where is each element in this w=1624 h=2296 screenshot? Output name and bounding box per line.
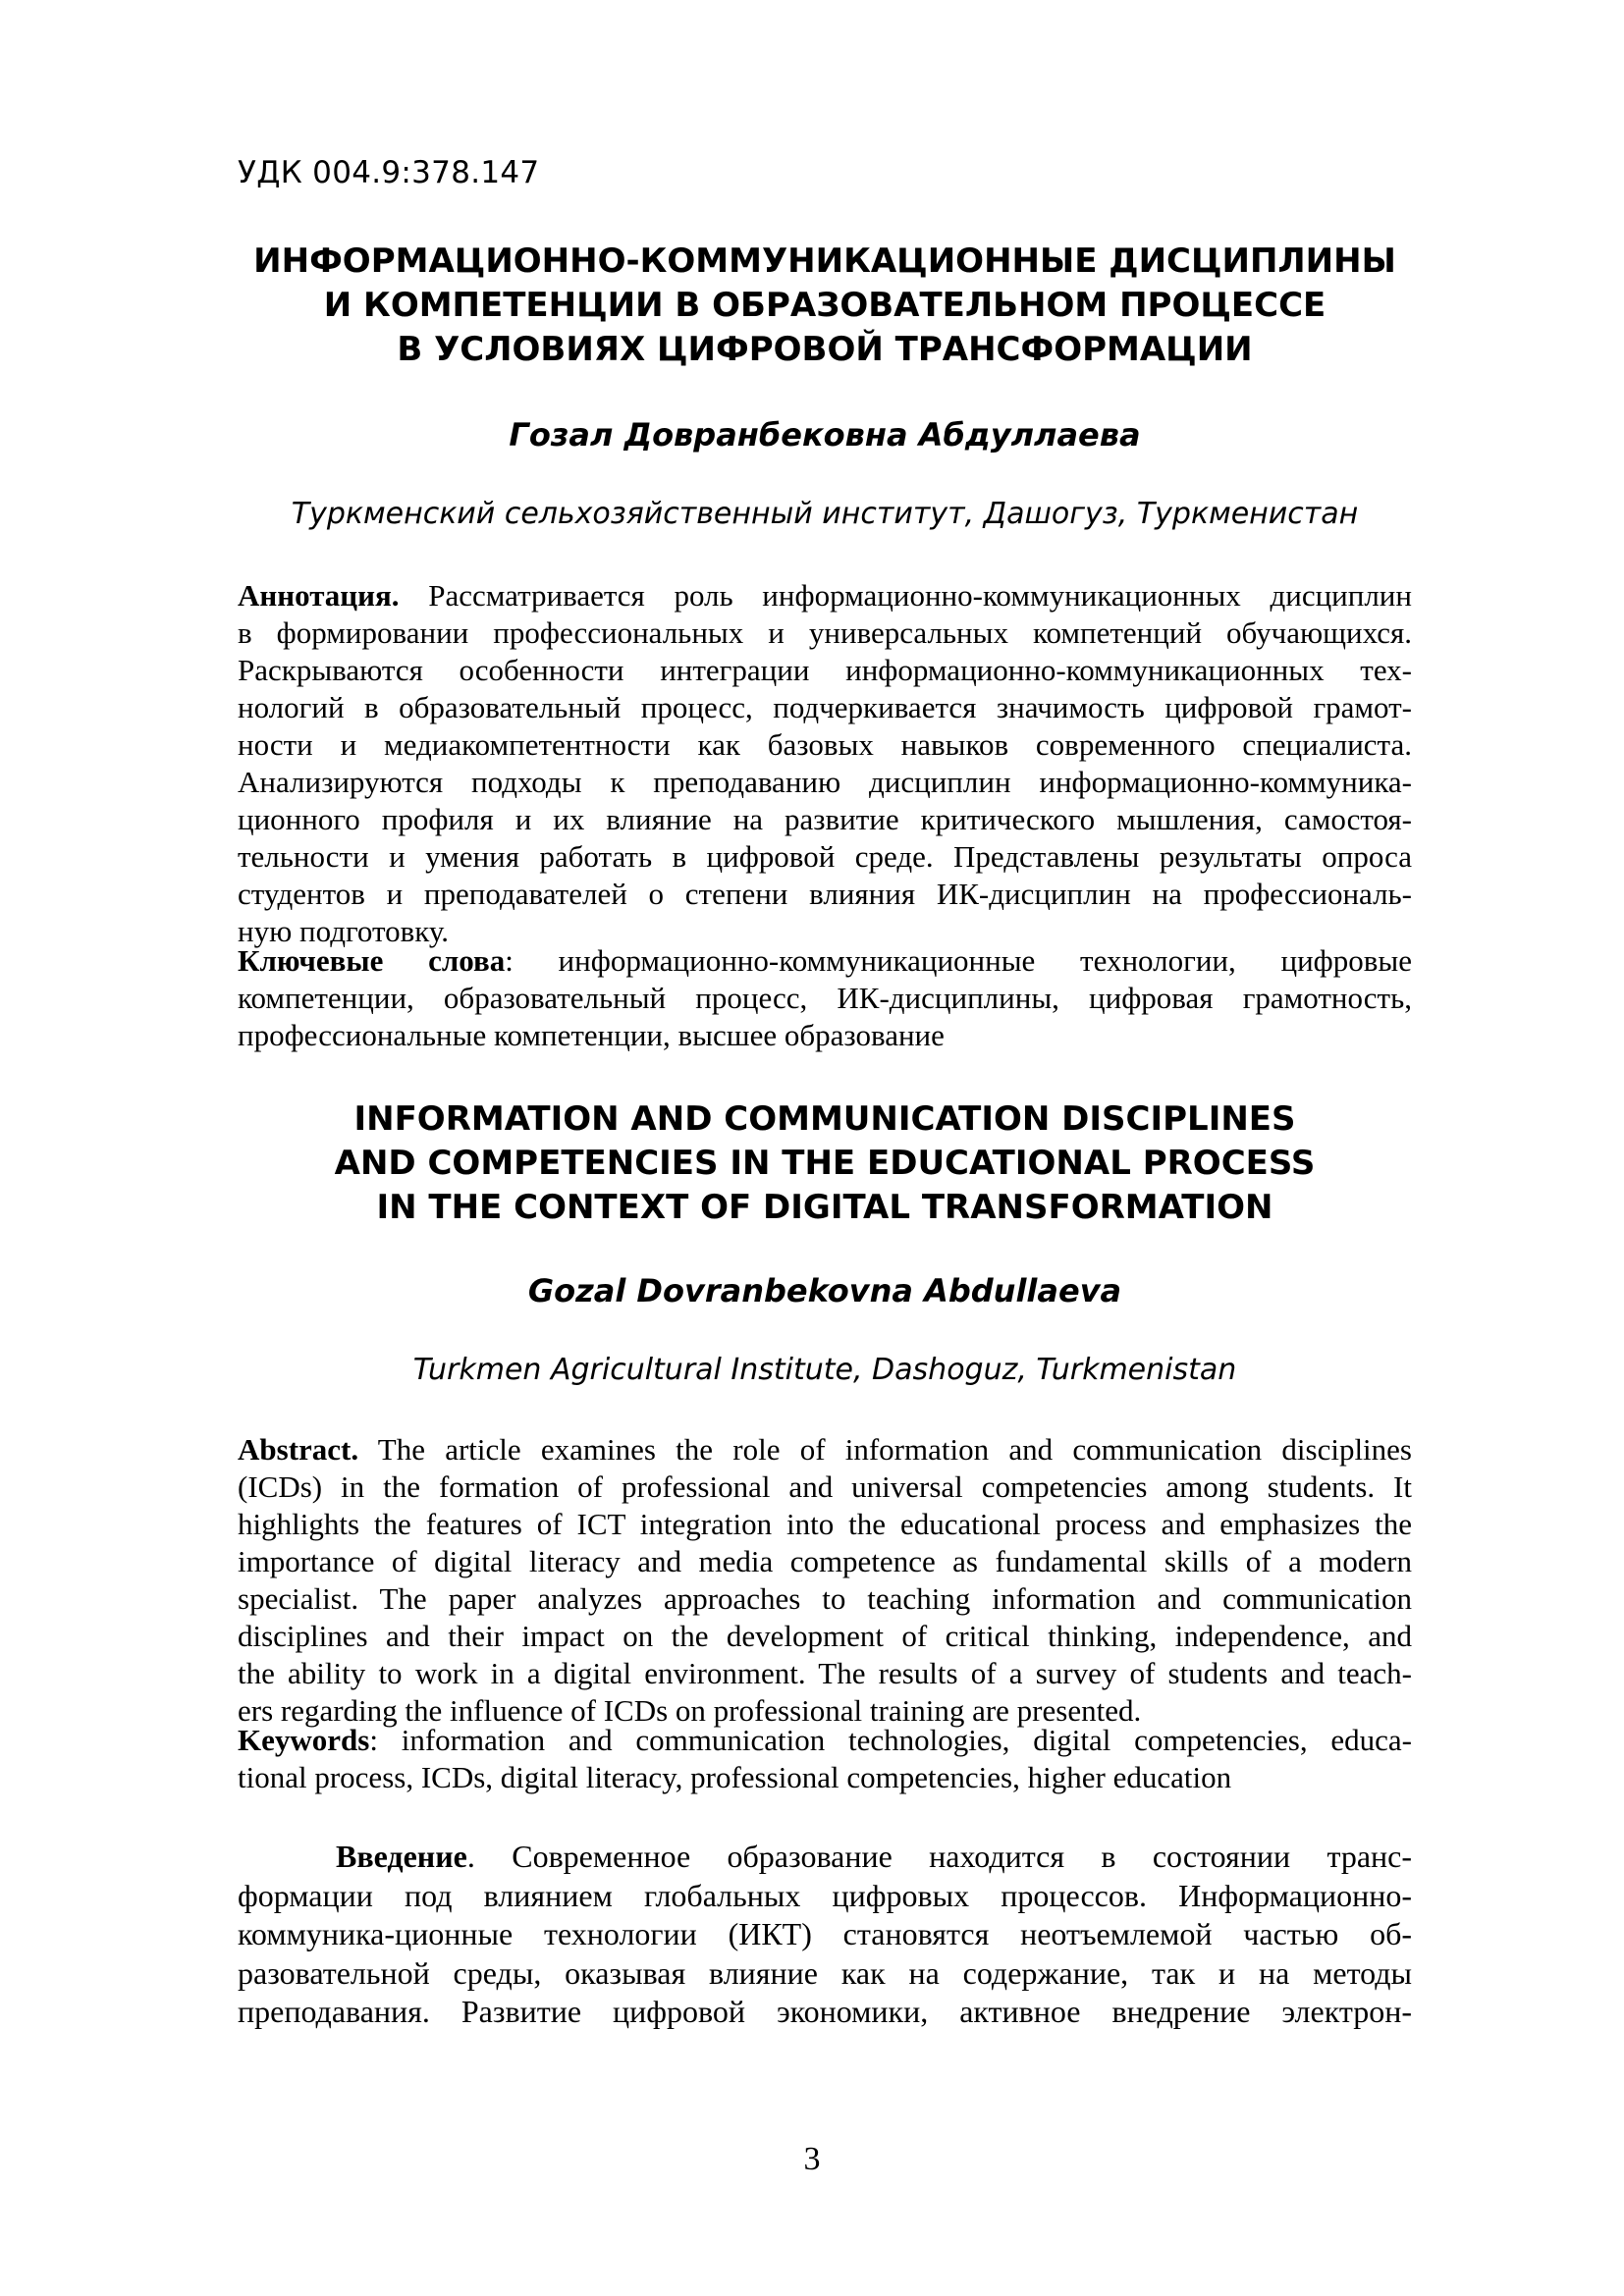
title-russian: [238, 240, 1412, 372]
text-line: коммуника-ционные технологии (ИКТ) становятся неотъемлемой частью об-: [238, 1916, 1412, 1951]
text-line: [238, 1838, 1412, 1877]
text-line: disciplines and their impact on the development of critical thinking, independence, and: [238, 1619, 1412, 1653]
abstract-english: [238, 1431, 1412, 1730]
text-span: The article examines the role of information and communication disciplines: [358, 1432, 1412, 1467]
affiliation-russian: Туркменский сельхозяйственный институт, Дашогуз, Туркменистан: [291, 497, 1359, 531]
text-line: [238, 577, 1412, 614]
text-line: (ICDs) in the formation of professional and universal competencies among students. It: [238, 1469, 1412, 1504]
title-line: INFORMATION AND COMMUNICATION DISCIPLINES: [353, 1099, 1296, 1139]
page-number: 3: [803, 2141, 821, 2177]
text-line: тельности и умения работать в цифровой среде. Представлены результаты опроса: [238, 839, 1412, 874]
introduction-label: Введение: [336, 1839, 467, 1874]
abstract-russian: [238, 577, 1412, 950]
text-line: ционного профиля и их влияние на развитие критического мышления, самостоя-: [238, 802, 1412, 836]
title-english: [238, 1097, 1412, 1230]
title-line: В УСЛОВИЯХ ЦИФРОВОЙ ТРАНСФОРМАЦИИ: [397, 330, 1253, 369]
title-line: IN THE CONTEXT OF DIGITAL TRANSFORMATION: [376, 1188, 1273, 1227]
author-russian: Гозал Довранбековна Абдуллаева: [509, 416, 1141, 454]
text-line: tional process, ICDs, digital literacy, professional competencies, higher education: [238, 1760, 1232, 1794]
text-span: : information and communication technologies, digital competencies, educa-: [369, 1723, 1412, 1757]
text-line: Анализируются подходы к преподаванию дисциплин информационно-коммуника-: [238, 765, 1412, 799]
udc-code: УДК 004.9:378.147: [238, 155, 540, 190]
abstract-label: Abstract.: [238, 1432, 359, 1467]
text-span: Рассматривается роль информационно-коммуникационных дисциплин: [399, 578, 1412, 613]
text-line: ную подготовку.: [238, 914, 450, 948]
text-line: разовательной среды, оказывая влияние как на содержание, так и на методы: [238, 1954, 1412, 1991]
text-line: the ability to work in a digital environment. The results of a survey of students and teach-: [238, 1656, 1412, 1690]
text-span: : информационно-коммуникационные технологии, цифровые: [505, 943, 1412, 978]
text-line: specialist. The paper analyzes approaches to teaching information and communication: [238, 1581, 1412, 1616]
text-line: Раскрываются особенности интеграции информационно-коммуникационных тех-: [238, 653, 1412, 687]
text-span: . Современное образование находится в состоянии транс-: [466, 1839, 1412, 1874]
keywords-label: Ключевые слова: [238, 943, 506, 978]
text-line: [238, 1722, 1412, 1759]
text-line: importance of digital literacy and media competence as fundamental skills of a modern: [238, 1544, 1412, 1578]
keywords-label: Keywords: [238, 1723, 370, 1757]
keywords-english: [238, 1722, 1412, 1796]
text-line: студентов и преподавателей о степени влияния ИК-дисциплин на профессиональ-: [238, 877, 1412, 911]
keywords-russian: [238, 942, 1412, 1054]
text-line: [238, 1431, 1412, 1468]
title-line: AND COMPETENCIES IN THE EDUCATIONAL PROCESS: [334, 1144, 1316, 1183]
text-line: нологий в образовательный процесс, подчеркивается значимость цифровой грамот-: [238, 690, 1412, 724]
text-line: ности и медиакомпетентности как базовых навыков современного специалиста.: [238, 727, 1412, 762]
title-line: ИНФОРМАЦИОННО-КОММУНИКАЦИОННЫЕ ДИСЦИПЛИНЫ: [253, 241, 1396, 281]
text-line: в формировании профессиональных и универсальных компетенций обучающихся.: [238, 615, 1412, 650]
text-line: профессиональные компетенции, высшее образование: [238, 1018, 945, 1052]
text-line: преподавания. Развитие цифровой экономики, активное внедрение электрон-: [238, 1994, 1412, 2029]
introduction-paragraph: [238, 1838, 1412, 2032]
title-line: И КОМПЕТЕНЦИИ В ОБРАЗОВАТЕЛЬНОМ ПРОЦЕССЕ: [323, 286, 1326, 325]
text-line: формации под влиянием глобальных цифровых процессов. Информационно-: [238, 1877, 1412, 1913]
text-line: highlights the features of ICT integration into the educational process and emphasizes the: [238, 1507, 1412, 1541]
text-line: ers regarding the influence of ICDs on professional training are presented.: [238, 1693, 1142, 1728]
text-line: компетенции, образовательный процесс, ИК-дисциплины, цифровая грамотность,: [238, 981, 1412, 1015]
author-english: Gozal Dovranbekovna Abdullaeva: [527, 1272, 1122, 1309]
abstract-label: Аннотация.: [238, 578, 400, 613]
text-line: [238, 942, 1412, 980]
affiliation-english: Turkmen Agricultural Institute, Dashoguz, Turkmenistan: [412, 1353, 1237, 1387]
